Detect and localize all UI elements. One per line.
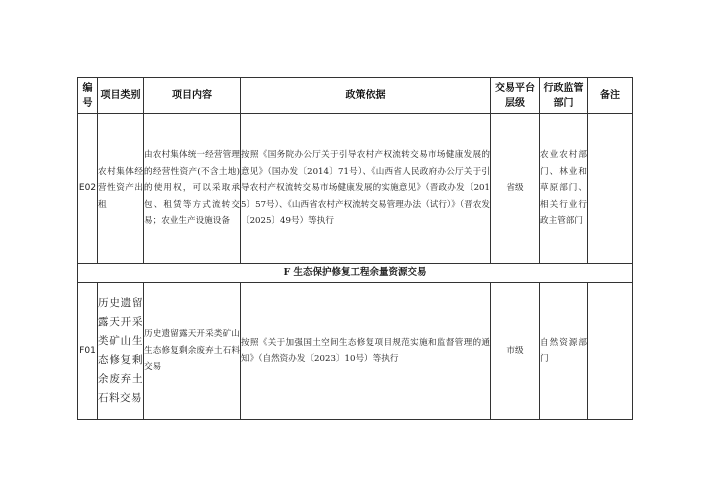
table-row [78, 114, 633, 264]
row-remark [588, 283, 633, 420]
row-basis: 按照《关于加强国土空间生态修复项目规范实施和监督管理的通知》（自然资办发〔2023〕10号）等执行 [241, 283, 491, 420]
header-dept: 行政监管部门 [540, 78, 588, 114]
row-content: 历史遗留露天开采类矿山生态修复剩余废弃土石料交易 [144, 283, 241, 420]
row-code: F01 [78, 283, 98, 420]
header-content: 项目内容 [144, 78, 241, 114]
row-remark [588, 114, 633, 264]
section-title: F 生态保护修复工程余量资源交易 [78, 264, 633, 283]
section-row [78, 264, 633, 283]
row-category: 历史遗留露天开采类矿山生态修复剩余废弃土石料交易 [98, 283, 144, 420]
table-row [78, 283, 633, 420]
row-content: 由农村集体统一经营管理的经营性资产(不含土地)的使用权，可以采取承包、租赁等方式流转交易；农业生产设施设备 [144, 114, 241, 264]
header-category: 项目类别 [98, 78, 144, 114]
row-level: 省级 [491, 114, 540, 264]
row-level: 市级 [491, 283, 540, 420]
header-level: 交易平台层级 [491, 78, 540, 114]
header-code: 编号 [78, 78, 98, 114]
row-dept: 农业农村部门、林业和草原部门、相关行业行政主管部门 [540, 114, 588, 264]
header-remark: 备注 [588, 78, 633, 114]
header-basis: 政策依据 [241, 78, 491, 114]
header-row [78, 78, 633, 114]
row-category: 农村集体经营性资产出租 [98, 114, 144, 264]
row-basis: 按照《国务院办公厅关于引导农村产权流转交易市场健康发展的意见》（国办发〔2014〕71号）、《山西省人民政府办公厅关于引导农村产权流转交易市场健康发展的实施意见》（晋政办发〔2015〕57号）、《山西省农村产权流转交易管理办法（试行）》（晋农发〔2025〕49号）等执行 [241, 114, 491, 264]
row-dept: 自然资源部门 [540, 283, 588, 420]
policy-table [77, 77, 633, 420]
row-code: E02 [78, 114, 98, 264]
